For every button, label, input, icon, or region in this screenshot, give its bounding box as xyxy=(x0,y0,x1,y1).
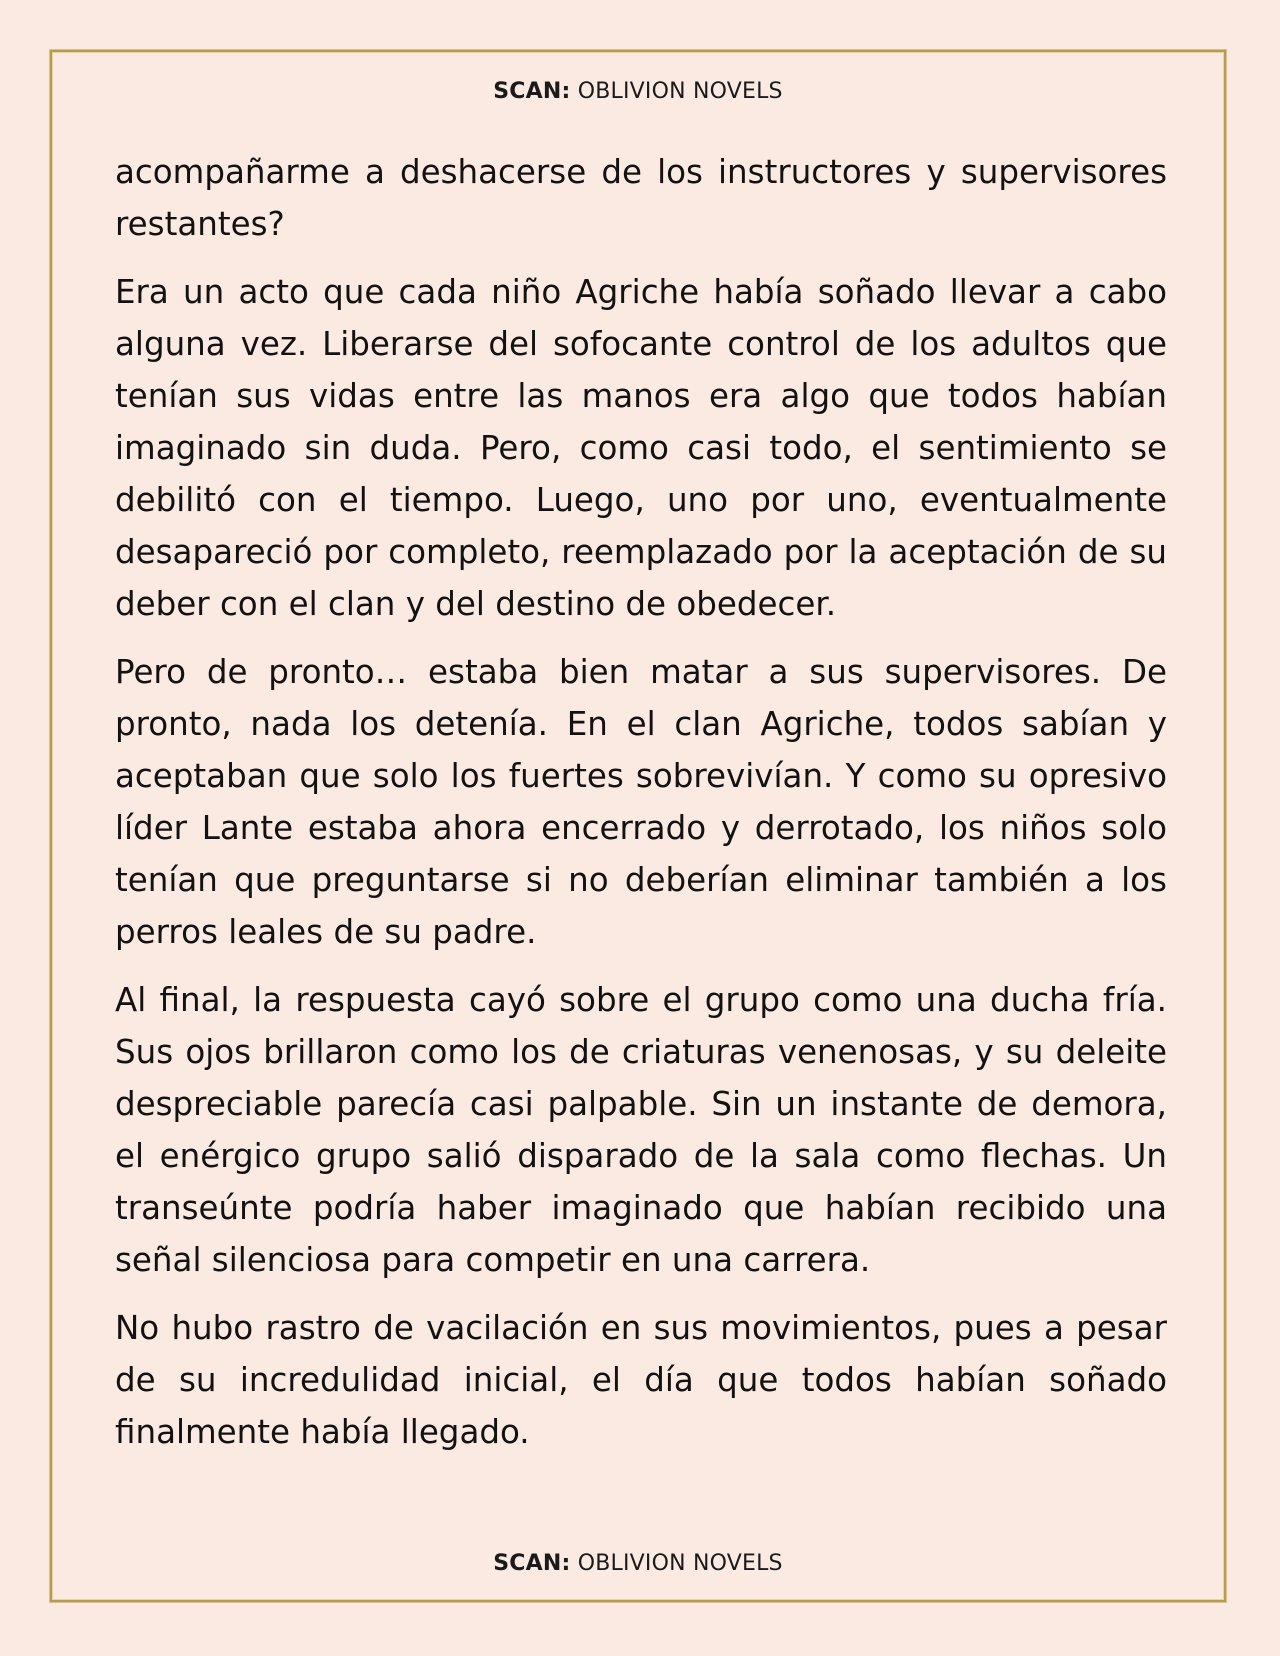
page-footer xyxy=(52,1551,1224,1576)
footer-label: SCAN: xyxy=(493,1551,571,1576)
page-frame xyxy=(50,50,1226,1602)
paragraph-3: Pero de pronto… estaba bien matar a sus supervisores. De pronto, nada los detenía. En el clan Agriche, todos sabían y aceptaban que solo los fuertes sobrevivían. Y como su opresivo líder Lante estaba ahora encerrado y derrotado, los niños solo tenían que preguntarse si no deberían eliminar también a los perros leales de su padre. xyxy=(115,653,1167,951)
paragraph-1: acompañarme a deshacerse de los instructores y supervisores restantes? xyxy=(115,153,1167,243)
page-header xyxy=(52,79,1224,104)
paragraph-2: Era un acto que cada niño Agriche había soñado llevar a cabo alguna vez. Liberarse del sofocante control de los adultos que tenían sus vidas entre las manos era algo que todos habían imaginado sin duda. Pero, como casi todo, el sentimiento se debilitó con el tiempo. Luego, uno por uno, eventualmente desapareció por completo, reemplazado por la aceptación de su deber con el clan y del destino de obedecer. xyxy=(115,273,1167,623)
header-value: OBLIVION NOVELS xyxy=(577,79,783,104)
paragraph-5: No hubo rastro de vacilación en sus movimientos, pues a pesar de su incredulidad inicial, el día que todos habían soñado finalmente había llegado. xyxy=(115,1309,1167,1451)
footer-value: OBLIVION NOVELS xyxy=(577,1551,783,1576)
paragraph-4: Al final, la respuesta cayó sobre el grupo como una ducha fría. Sus ojos brillaron como los de criaturas venenosas, y su deleite despreciable parecía casi palpable. Sin un instante de demora, el enérgico grupo salió disparado de la sala como flechas. Un transeúnte podría haber imaginado que habían recibido una señal silenciosa para competir en una carrera. xyxy=(115,981,1167,1279)
page-body xyxy=(115,146,1167,1474)
header-label: SCAN: xyxy=(493,79,571,104)
